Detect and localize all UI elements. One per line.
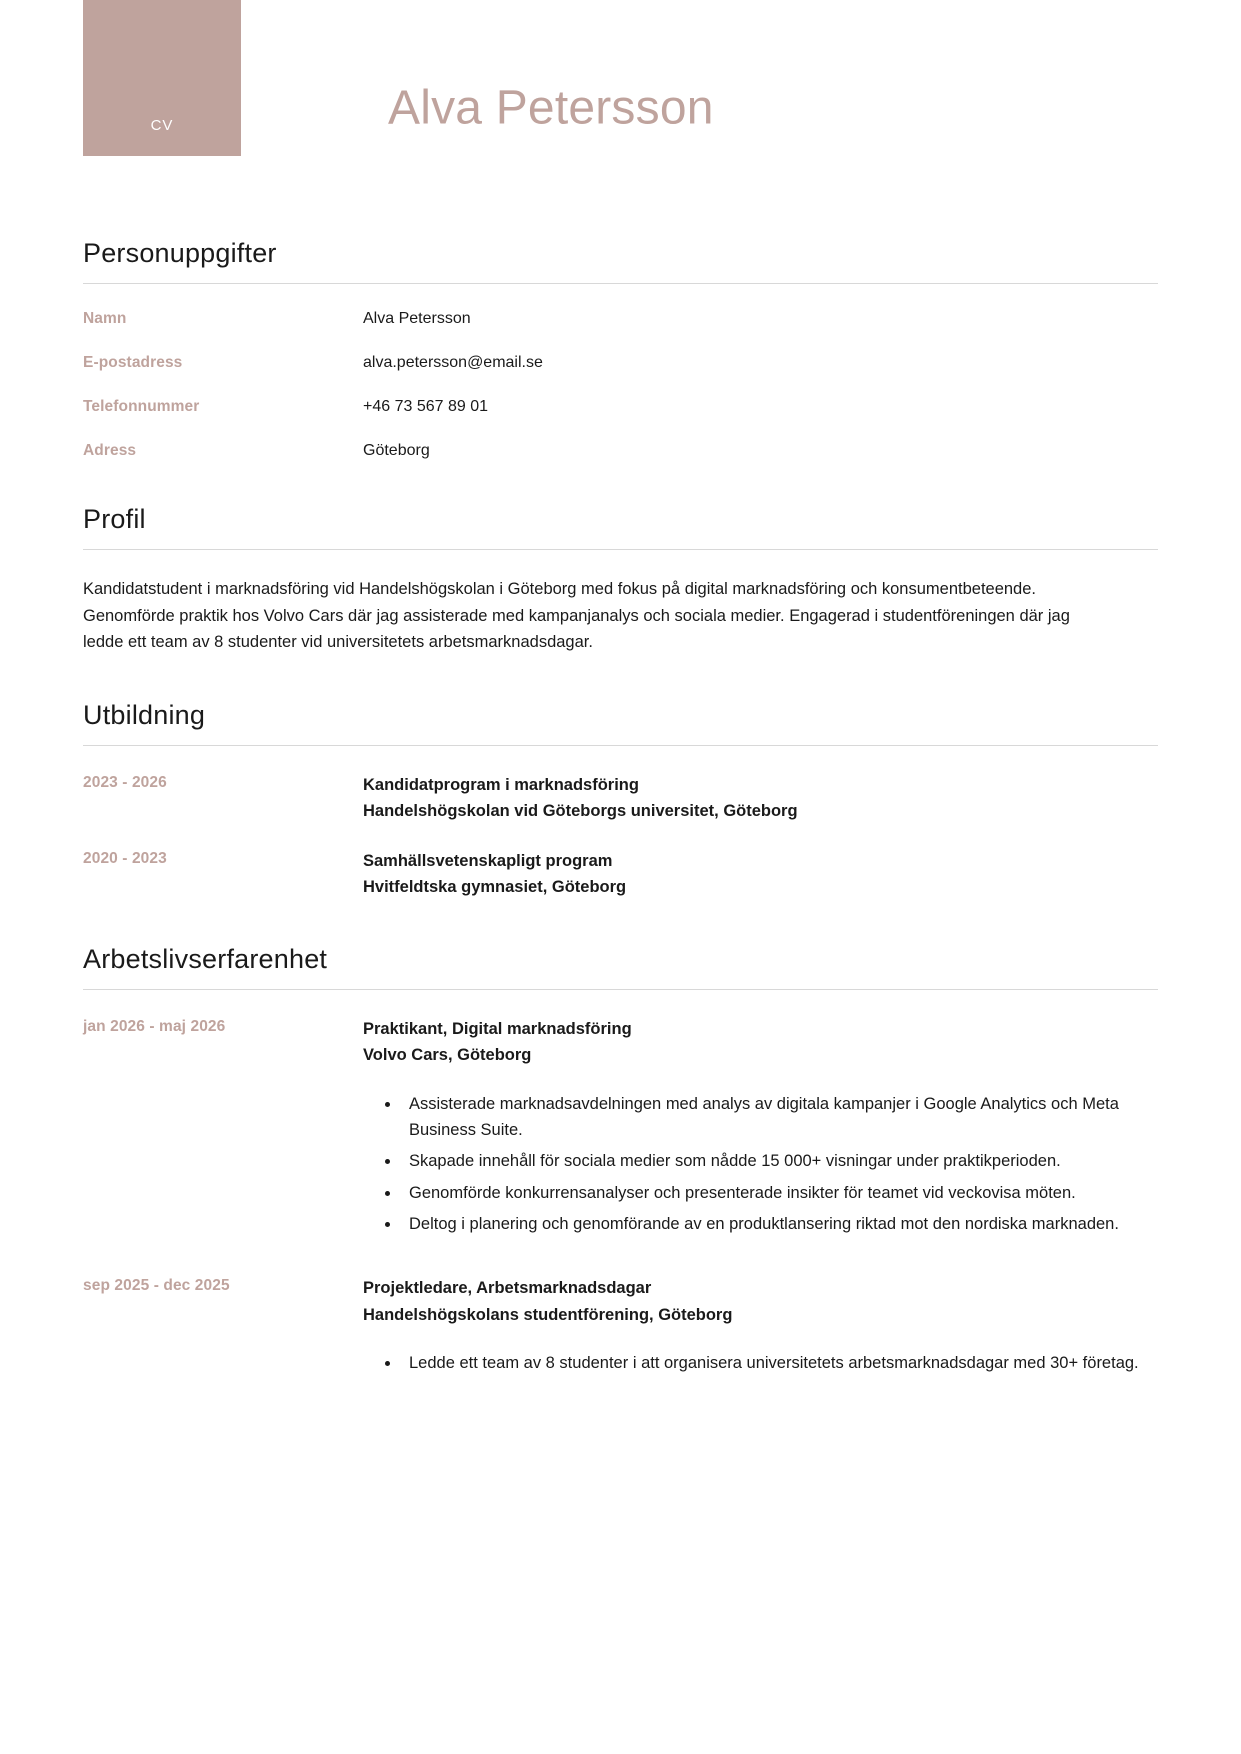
list-item: • Genomförde konkurrensanalyser och presenterade insikter för teamet vid veckovisa möten. [401, 1180, 1158, 1206]
section-title-personal: Personuppgifter [83, 238, 277, 268]
list-item: • Deltog i planering och genomförande av en produktlansering riktad mot den nordiska marknaden. [401, 1211, 1158, 1237]
list-item: • Ledde ett team av 8 studenter i att organisera universitetets arbetsmarknadsdagar med 30+ företag. [401, 1350, 1158, 1376]
detail-value-name: Alva Petersson [363, 310, 471, 327]
section-title-profile: Profil [83, 504, 146, 534]
cv-content [0, 238, 1241, 1376]
detail-value-phone: +46 73 567 89 01 [363, 398, 489, 415]
education-entry-school: Hvitfeldtska gymnasiet, Göteborg [363, 878, 627, 897]
detail-row [83, 354, 1158, 372]
detail-row [83, 310, 1158, 328]
section-education [83, 700, 1158, 900]
experience-entry-bullets [363, 1091, 1158, 1238]
experience-entry-company: Handelshögskolans studentförening, Göteborg [363, 1305, 733, 1324]
detail-label-phone: Telefonnummer [83, 398, 200, 415]
education-entry-body [363, 772, 1158, 824]
section-title-experience: Arbetslivserfarenhet [83, 944, 328, 975]
cv-header [0, 0, 1241, 156]
experience-entry-company: Volvo Cars, Göteborg [363, 1046, 532, 1065]
list-item: • Skapade innehåll för sociala medier som nådde 15 000+ visningar under praktikperioden. [401, 1148, 1158, 1174]
detail-label-address: Adress [83, 442, 137, 459]
section-experience [83, 944, 1158, 1376]
experience-entry-role: Projektledare, Arbetsmarknadsdagar [363, 1279, 652, 1298]
education-entry [83, 848, 1158, 900]
section-profile [83, 504, 1158, 656]
education-entry-program: Samhällsvetenskapligt program [363, 852, 613, 871]
education-entry-school: Handelshögskolan vid Göteborgs universitet, Göteborg [363, 802, 798, 821]
page-title: Alva Petersson [388, 81, 714, 135]
detail-label-name: Namn [83, 310, 127, 327]
section-divider [83, 549, 1158, 550]
experience-entry-date: jan 2026 - maj 2026 [83, 1018, 226, 1036]
experience-entry-date: sep 2025 - dec 2025 [83, 1277, 230, 1295]
detail-value-email: alva.petersson@email.se [363, 354, 543, 371]
cv-badge-label: CV [150, 117, 174, 134]
detail-label-email: E-postadress [83, 354, 183, 371]
education-entry [83, 772, 1158, 824]
cv-badge [83, 0, 241, 156]
detail-value-address: Göteborg [363, 442, 430, 459]
experience-entry [83, 1016, 1158, 1237]
section-personal-details [83, 238, 1158, 460]
list-item: • Assisterade marknadsavdelningen med analys av digitala kampanjer i Google Analytics och Meta Business Suite. [401, 1091, 1158, 1144]
section-divider [83, 745, 1158, 746]
education-entry-program: Kandidatprogram i marknadsföring [363, 776, 639, 795]
education-entry-date: 2020 - 2023 [83, 850, 167, 868]
experience-entry-body [363, 1016, 1158, 1237]
detail-row [83, 442, 1158, 460]
section-divider [83, 283, 1158, 284]
education-entry-date: 2023 - 2026 [83, 774, 167, 792]
experience-entry-bullets [363, 1350, 1158, 1376]
education-entry-body [363, 848, 1158, 900]
detail-row [83, 398, 1158, 416]
profile-text: Kandidatstudent i marknadsföring vid Handelshögskolan i Göteborg med fokus på digital marknadsföring och konsumentbeteende. Genomförde praktik hos Volvo Cars där jag assisterade med kampanjanalys och sociala medier. Engagerad i studentföreningen där jag ledde ett team av 8 studenter vid universitetets arbetsmarknadsdagar. [83, 580, 1070, 652]
experience-entry [83, 1275, 1158, 1376]
section-title-education: Utbildning [83, 700, 206, 731]
experience-entry-body [363, 1275, 1158, 1376]
section-divider [83, 989, 1158, 990]
experience-entry-role: Praktikant, Digital marknadsföring [363, 1020, 632, 1039]
